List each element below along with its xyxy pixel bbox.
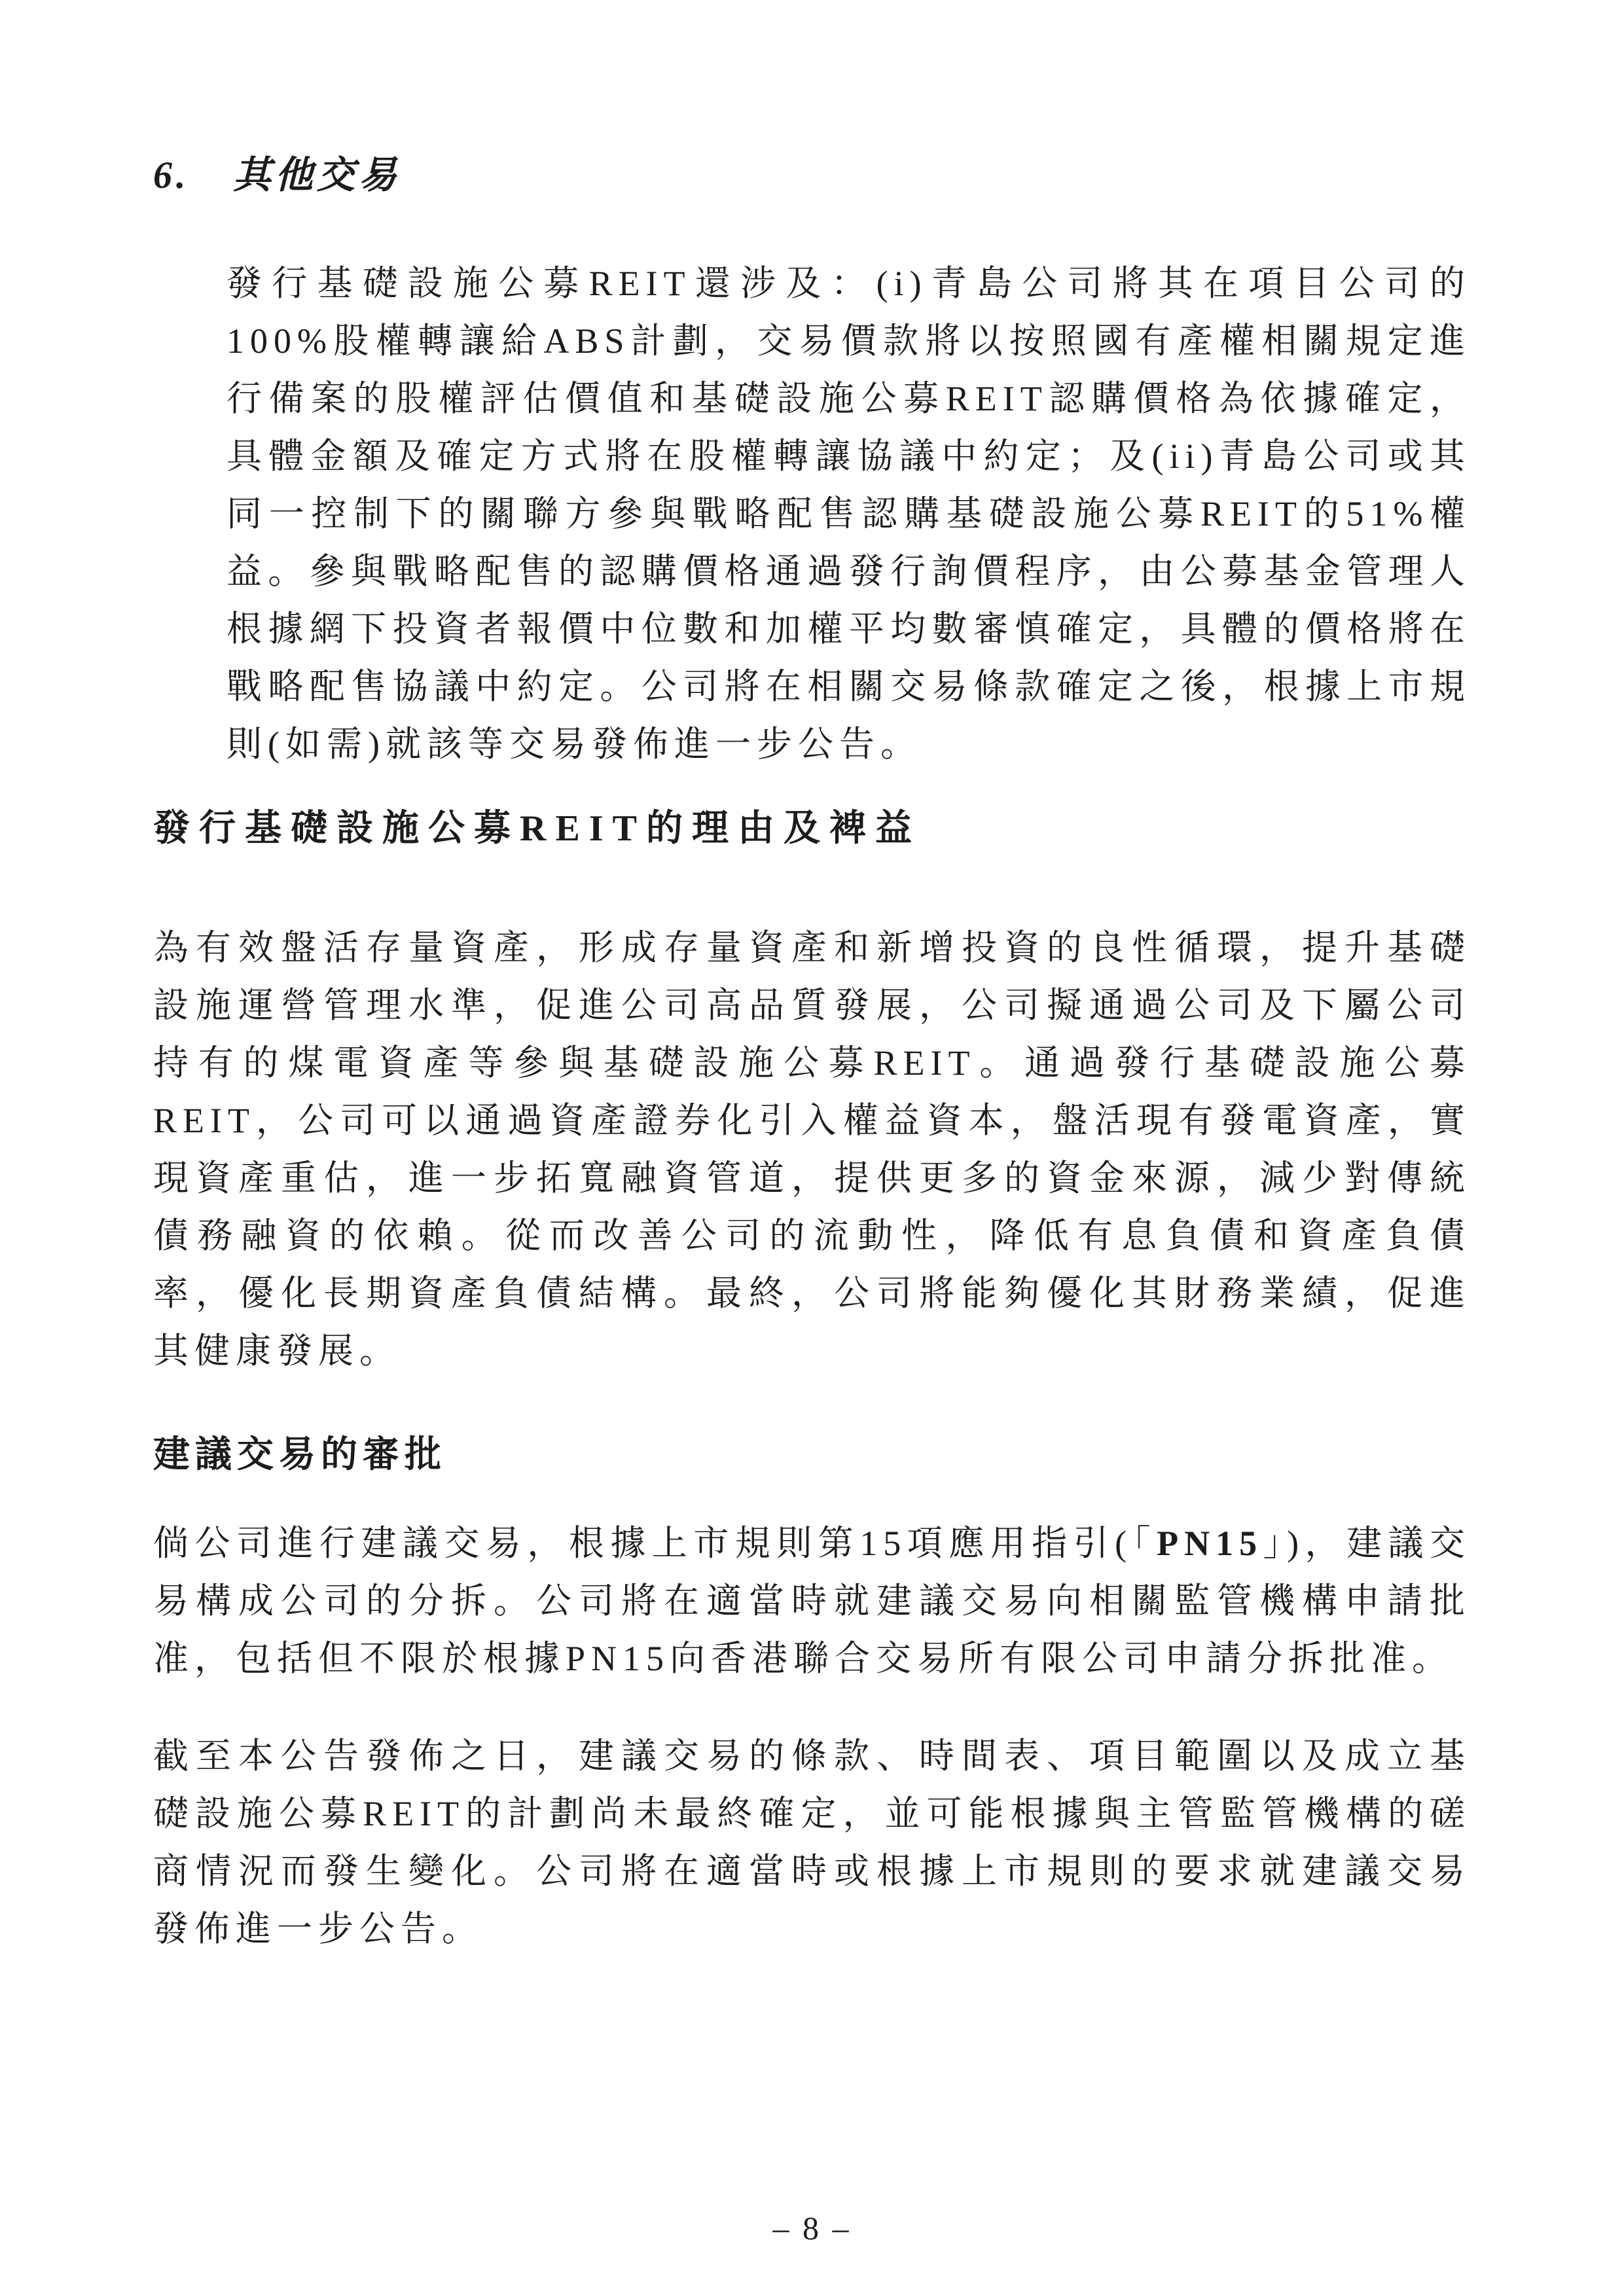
paragraph-approval-1-post: 」)，建議交易構成公司的分拆。公司將在適當時就建議交易向相關監管機構申請批准，包括但不限於根據PN15向香港聯合交易所有限公司申請分拆批准。 (153, 1524, 1471, 1678)
paragraph-approval-2: 截至本公告發佈之日，建議交易的條款、時間表、項目範圍以及成立基礎設施公募REIT的計劃尚未最終確定，並可能根據與主管監管機構的磋商情況而發生變化。公司將在適當時或根據上市規則的要求就建議交易發佈進一步公告。 (153, 1736, 1471, 1948)
page-number: – 8 – (772, 2210, 852, 2246)
pn15-defined-term: PN15 (1157, 1524, 1263, 1563)
section-title: 其他交易 (233, 154, 401, 196)
page-content (153, 147, 1471, 1958)
paragraph-reasons-and-benefits: 為有效盤活存量資產，形成存量資產和新增投資的良性循環，提升基礎設施運營管理水準，促進公司高品質發展，公司擬通過公司及下屬公司持有的煤電資產等參與基礎設施公募REIT。通過發行基礎設施公募REIT，公司可以通過資產證券化引入權益資本，盤活現有發電資產，實現資產重估，進一步拓寬融資管道，提供更多的資金來源，減少對傳統債務融資的依賴。從而改善公司的流動性，降低有息負債和資產負債率，優化長期資產負債結構。最終，公司將能夠優化其財務業績，促進其健康發展。 (153, 928, 1471, 1371)
paragraph-approval-1-pre: 倘公司進行建議交易，根據上市規則第15項應用指引(「 (153, 1524, 1157, 1563)
section-heading-other-transactions (153, 147, 1471, 204)
section-number: 6. (153, 154, 190, 196)
heading-approval: 建議交易的審批 (153, 1435, 446, 1475)
paragraph-other-transactions: 發行基礎設施公募REIT還涉及：(i)青島公司將其在項目公司的100%股權轉讓給ABS計劃，交易價款將以按照國有產權相關規定進行備案的股權評估價值和基礎設施公募REIT認購價格為依據確定，具體金額及確定方式將在股權轉讓協議中約定；及(ii)青島公司或其同一控制下的關聯方參與戰略配售認購基礎設施公募REIT的51%權益。參與戰略配售的認購價格通過發行詢價程序，由公募基金管理人根據網下投資者報價中位數和加權平均數審慎確定，具體的價格將在戰略配售協議中約定。公司將在相關交易條款確定之後，根據上市規則(如需)就該等交易發佈進一步公告。 (226, 264, 1471, 764)
heading-reasons-and-benefits: 發行基礎設施公募REIT的理由及裨益 (153, 808, 921, 849)
paragraph-approval-1 (153, 1515, 1471, 1687)
